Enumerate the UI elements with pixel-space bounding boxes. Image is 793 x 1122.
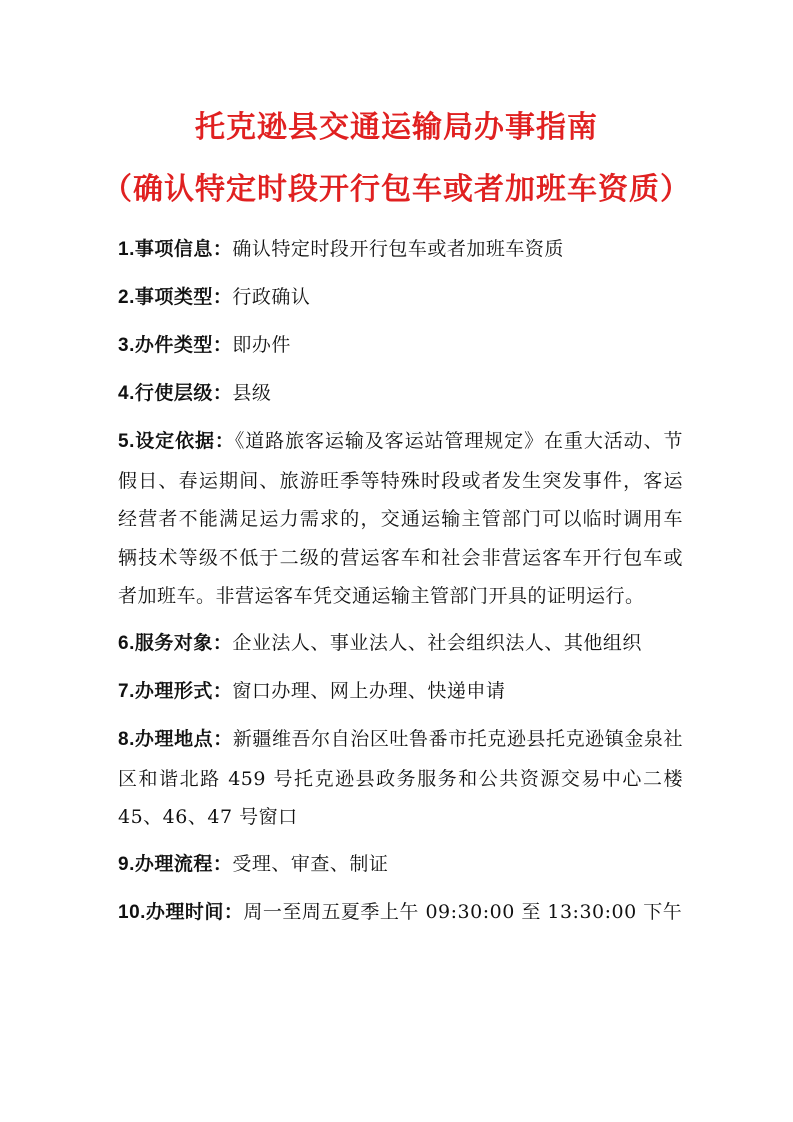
item-case-type	[118, 326, 683, 366]
item-matter-info	[118, 230, 683, 270]
item-location	[118, 720, 683, 837]
item-hours	[118, 893, 683, 933]
item-value: 确认特定时段开行包车或者加班车资质	[232, 238, 564, 260]
item-label: 1.事项信息：	[118, 239, 233, 260]
document-subtitle: （确认特定时段开行包车或者加班车资质）	[102, 172, 691, 207]
item-matter-type	[118, 278, 683, 318]
item-process	[118, 845, 683, 885]
item-value: 企业法人、事业法人、社会组织法人、其他组织	[232, 632, 642, 654]
item-label: 9.办理流程：	[118, 854, 233, 875]
item-legal-basis	[118, 422, 683, 616]
item-value: 窗口办理、网上办理、快递申请	[232, 680, 506, 702]
item-label: 10.办理时间：	[118, 902, 244, 923]
item-handling-form	[118, 672, 683, 712]
guide-items	[118, 230, 683, 941]
item-value: 即办件	[232, 334, 291, 356]
item-value: 受理、审查、制证	[232, 853, 389, 875]
item-value: 周一至周五夏季上午 09:30:00 至 13:30:00 下午	[243, 901, 683, 923]
document-title: 托克逊县交通运输局办事指南	[195, 110, 598, 145]
item-label: 7.办理形式：	[118, 681, 233, 702]
item-value: 《道路旅客运输及客运站管理规定》在重大活动、节假日、春运期间、旅游旺季等特殊时段或者发生突发事件，客运经营者不能满足运力需求的，交通运输主管部门可以临时调用车辆技术等级不低于二级的营运客车和社会非营运客车开行包车或者加班车。非营运客车凭交通运输主管部门开具的证明运行。	[118, 430, 683, 607]
item-label: 8.办理地点：	[118, 729, 233, 750]
item-label: 3.办件类型：	[118, 335, 233, 356]
item-value: 县级	[232, 382, 272, 404]
item-value: 新疆维吾尔自治区吐鲁番市托克逊县托克逊镇金泉社区和谐北路 459 号托克逊县政务服务和公共资源交易中心二楼 45、46、47 号窗口	[118, 728, 683, 828]
item-label: 6.服务对象：	[118, 633, 233, 654]
item-label: 2.事项类型：	[118, 287, 233, 308]
item-service-target	[118, 624, 683, 664]
item-label: 5.设定依据：	[118, 431, 235, 452]
item-level	[118, 374, 683, 414]
item-label: 4.行使层级：	[118, 383, 233, 404]
item-value: 行政确认	[232, 286, 311, 308]
